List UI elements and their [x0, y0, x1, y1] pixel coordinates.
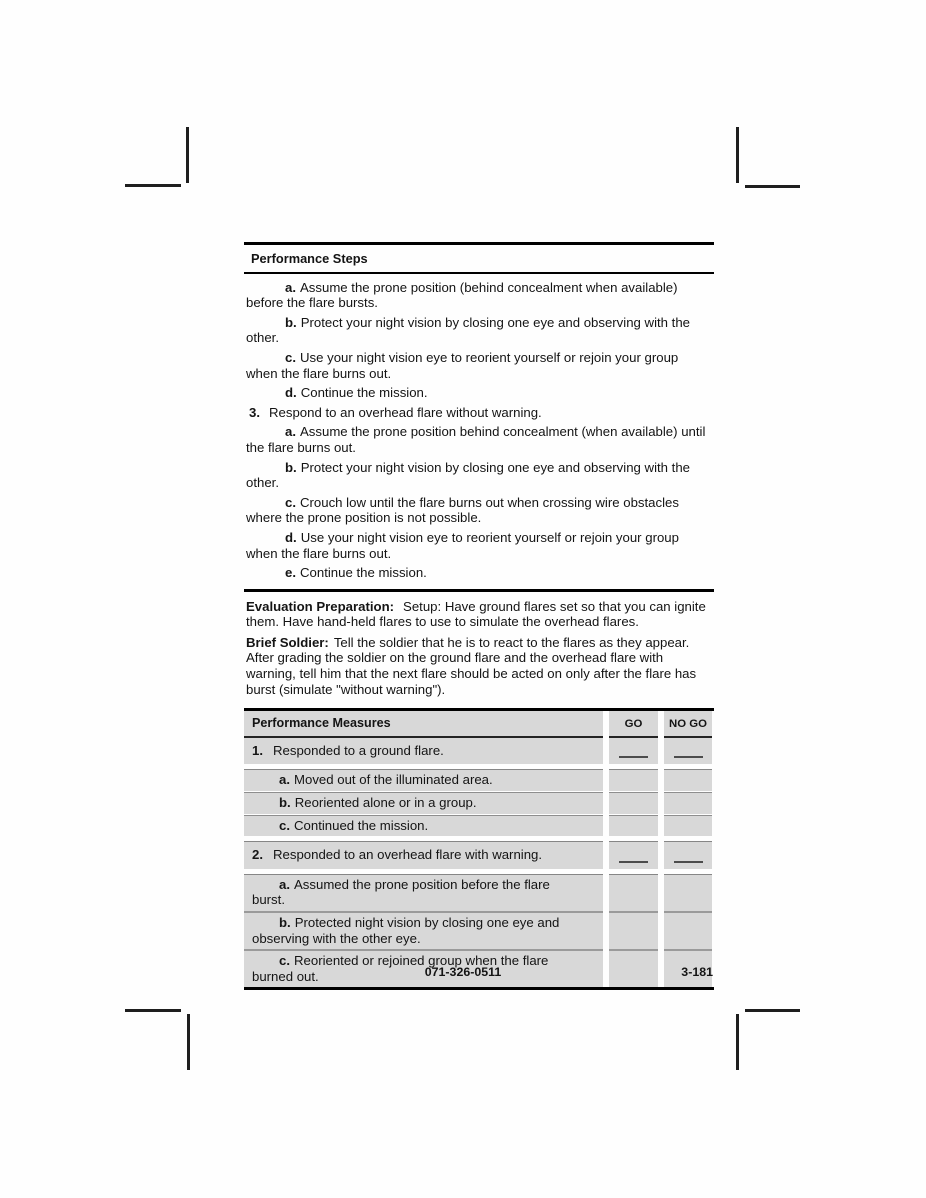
crop-mark-bottom-left-vertical — [187, 1014, 190, 1070]
measure-row-2 — [244, 841, 714, 869]
measures-header-row — [244, 711, 714, 738]
measure-prefix: a. — [279, 772, 290, 788]
page-content — [244, 242, 714, 990]
crop-mark-bottom-left-horizontal — [125, 1009, 181, 1012]
no-go-score-cell — [664, 769, 712, 791]
page-footer — [0, 965, 926, 981]
go-score-cell — [609, 841, 658, 869]
step-prefix: 3. — [249, 404, 260, 420]
step-text: Crouch low until the flare burns out when crossing wire obstacles where the prone position is not possible. — [246, 494, 679, 526]
step-prefix: e. — [285, 565, 296, 581]
measure-text: Responded to a ground flare. — [273, 742, 444, 758]
no-go-score-cell — [664, 815, 712, 837]
measure-row-1 — [244, 738, 714, 765]
measure-prefix: b. — [279, 795, 291, 811]
performance-measures-table — [244, 708, 714, 990]
step-text: Continue the mission. — [300, 385, 428, 401]
go-column-header: GO — [609, 711, 658, 738]
no-go-score-cell — [664, 792, 712, 814]
measure-prefix: a. — [279, 876, 290, 892]
measure-text: Moved out of the illuminated area. — [294, 772, 493, 788]
no-go-blank-line — [674, 756, 703, 758]
step-text: Assume the prone position behind concealment (when available) until the flare burns out. — [246, 424, 706, 455]
measure-text: Assumed the prone position before the flare burst. — [252, 876, 550, 908]
evaluation-section — [244, 592, 714, 709]
step-text: Protect your night vision by closing one eye and observing with the other. — [246, 314, 690, 346]
step-prefix: b. — [285, 459, 297, 475]
step-3a — [246, 424, 710, 455]
step-text: Protect your night vision by closing one eye and observing with the other. — [246, 459, 690, 491]
measure-text: Reoriented or rejoined group when the flare burned out. — [252, 953, 549, 984]
go-score-cell — [609, 815, 658, 837]
go-score-cell — [609, 874, 658, 911]
no-go-score-cell — [664, 911, 712, 949]
step-2c — [246, 350, 710, 381]
measure-row-2a — [244, 874, 714, 911]
go-blank-line — [619, 861, 648, 863]
crop-mark-bottom-right-vertical — [736, 1014, 739, 1070]
step-3d — [246, 530, 710, 561]
go-score-cell — [609, 769, 658, 791]
step-2b — [246, 315, 710, 346]
task-number: 071-326-0511 — [424, 965, 502, 979]
no-go-blank-line — [674, 861, 703, 863]
evaluation-preparation-paragraph — [246, 599, 710, 630]
no-go-score-cell — [664, 738, 712, 765]
crop-mark-bottom-right-horizontal — [745, 1009, 800, 1012]
step-text: Assume the prone position (behind concealment when available) before the flare bursts. — [246, 279, 678, 311]
measure-prefix: 2. — [252, 847, 263, 863]
evaluation-preparation-label: Evaluation Preparation: — [246, 598, 395, 614]
measure-row-1b — [244, 792, 714, 814]
step-prefix: a. — [285, 279, 296, 295]
measures-header-title: Performance Measures — [244, 711, 603, 738]
step-prefix: c. — [285, 349, 296, 365]
no-go-score-cell — [664, 841, 712, 869]
crop-mark-top-left-horizontal — [125, 184, 181, 187]
step-prefix: b. — [285, 314, 297, 330]
step-3e — [246, 565, 710, 581]
brief-soldier-paragraph — [246, 635, 710, 697]
measure-text: Protected night vision by closing one eye and observing with the other eye. — [252, 915, 560, 946]
brief-soldier-label: Brief Soldier: — [246, 634, 329, 650]
step-prefix: a. — [285, 424, 296, 440]
evaluation-preparation-text: Setup: Have ground flares set so that you can ignite them. Have hand-held flares to use to simulate the overhead flares. — [246, 598, 706, 630]
step-text: Respond to an overhead flare without warning. — [269, 404, 542, 420]
performance-steps-body — [244, 274, 714, 589]
step-3b — [246, 460, 710, 491]
go-score-cell — [609, 911, 658, 949]
measure-prefix: c. — [279, 953, 290, 969]
measure-row-1a — [244, 769, 714, 791]
step-prefix: d. — [285, 529, 297, 545]
no-go-score-cell — [664, 874, 712, 911]
performance-steps-header: Performance Steps — [244, 245, 714, 274]
measure-prefix: c. — [279, 817, 290, 833]
measure-prefix: 1. — [252, 742, 263, 758]
go-score-cell — [609, 792, 658, 814]
measure-text: Responded to an overhead flare with warning. — [273, 847, 543, 863]
step-text: Continue the mission. — [300, 565, 427, 581]
step-text: Use your night vision eye to reorient yourself or rejoin your group when the flare burns out. — [246, 529, 679, 561]
no-go-column-header: NO GO — [664, 711, 712, 738]
performance-steps-section — [244, 242, 714, 592]
measure-row-2b — [244, 911, 714, 949]
brief-soldier-text: Tell the soldier that he is to react to the flares as they appear. After grading the soldier on the ground flare and the overhead flare with warning, tell him that the next flare should be acted on only after the flare has burst (simulate "without warning"). — [246, 634, 697, 697]
measure-text: Reoriented alone or in a group. — [294, 795, 477, 811]
step-2a — [246, 280, 710, 311]
step-prefix: c. — [285, 494, 296, 510]
crop-mark-top-left-vertical — [186, 127, 189, 183]
step-prefix: d. — [285, 385, 297, 401]
step-3c — [246, 495, 710, 526]
step-3 — [246, 405, 710, 421]
step-2d — [246, 385, 710, 401]
page-number: 3-181 — [681, 965, 713, 979]
go-blank-line — [619, 756, 648, 758]
measure-prefix: b. — [279, 915, 291, 930]
go-score-cell — [609, 738, 658, 765]
measure-text: Continued the mission. — [294, 817, 429, 833]
step-text: Use your night vision eye to reorient yourself or rejoin your group when the flare burns out. — [246, 349, 679, 381]
measure-row-1c — [244, 815, 714, 837]
crop-mark-top-right-horizontal — [745, 185, 800, 188]
crop-mark-top-right-vertical — [736, 127, 739, 183]
